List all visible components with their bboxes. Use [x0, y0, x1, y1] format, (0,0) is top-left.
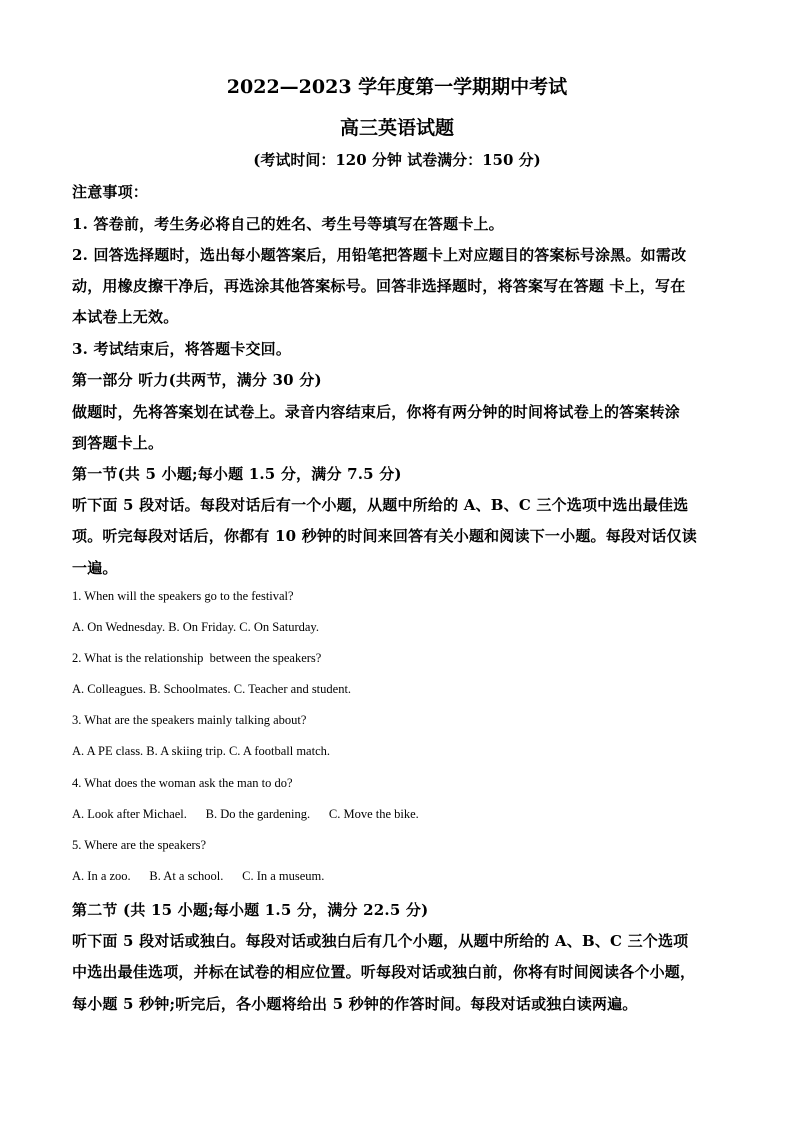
question-5: 5. Where are the speakers?	[72, 838, 207, 852]
subject-title: 高三英语试题	[339, 117, 454, 139]
section2-heading: 第二节 (共 15 小题;每小题 1.5 分，满分 22.5 分)	[72, 901, 429, 919]
notice-item-3: 3. 考试结束后，将答题卡交回。	[72, 340, 292, 358]
section1-instr-line-3: 一遍。	[72, 559, 118, 577]
question-3: 3. What are the speakers mainly talking about?	[72, 713, 307, 727]
notice-item-1: 1. 答卷前，考生务必将自己的姓名、考生号等填写在答题卡上。	[72, 215, 504, 233]
question-1-options: A. On Wednesday. B. On Friday. C. On Saturday.	[72, 620, 319, 634]
question-5-options: A. In a zoo. B. At a school. C. In a museum.	[72, 869, 325, 883]
part1-instr-line-1: 做题时，先将答案划在试卷上。录音内容结束后，你将有两分钟的时间将试卷上的答案转涂	[72, 403, 681, 421]
question-3-options: A. A PE class. B. A skiing trip. C. A football match.	[72, 744, 330, 758]
notice-item-2-line-2: 动，用橡皮擦干净后，再选涂其他答案标号。回答非选择题时，将答案写在答题 卡上，写在	[72, 277, 686, 295]
part1-instr-line-2: 到答题卡上。	[72, 434, 164, 452]
exam-info: (考试时间：120 分钟 试卷满分：150 分)	[253, 151, 541, 169]
notice-heading: 注意事项：	[72, 183, 149, 201]
question-1: 1. When will the speakers go to the festival?	[72, 589, 294, 603]
question-4: 4. What does the woman ask the man to do?	[72, 776, 293, 790]
section2-instr-line-2: 中选出最佳选项，并标在试卷的相应位置。听每段对话或独白前，你将有时间阅读各个小题，	[72, 963, 696, 981]
section2-instr-line-3: 每小题 5 秒钟;听完后，各小题将给出 5 秒钟的作答时间。每段对话或独白读两遍。	[72, 995, 638, 1013]
section1-instr-line-2: 项。听完每段对话后，你都有 10 秒钟的时间来回答有关小题和阅读下一小题。每段对话仅读	[72, 527, 697, 545]
section1-instr-line-1: 听下面 5 段对话。每段对话后有一个小题，从题中所给的 A、B、C 三个选项中选出最佳选	[72, 496, 689, 514]
notice-item-2-line-1: 2. 回答选择题时，选出每小题答案后，用铅笔把答题卡上对应题目的答案标号涂黑。如需改	[72, 246, 687, 264]
section2-instr-line-1: 听下面 5 段对话或独白。每段对话或独白后有几个小题，从题中所给的 A、B、C 三个选项	[72, 932, 689, 950]
exam-title: 2022—2023 学年度第一学期期中考试	[226, 76, 568, 98]
question-4-options: A. Look after Michael. B. Do the gardening. C. Move the bike.	[72, 807, 419, 821]
notice-item-2-line-3: 本试卷上无效。	[72, 308, 179, 326]
question-2-options: A. Colleagues. B. Schoolmates. C. Teacher and student.	[72, 682, 352, 696]
section1-heading: 第一节(共 5 小题;每小题 1.5 分，满分 7.5 分)	[72, 465, 402, 483]
part1-heading: 第一部分 听力(共两节，满分 30 分)	[72, 371, 322, 389]
question-2: 2. What is the relationship between the speakers?	[72, 651, 322, 665]
